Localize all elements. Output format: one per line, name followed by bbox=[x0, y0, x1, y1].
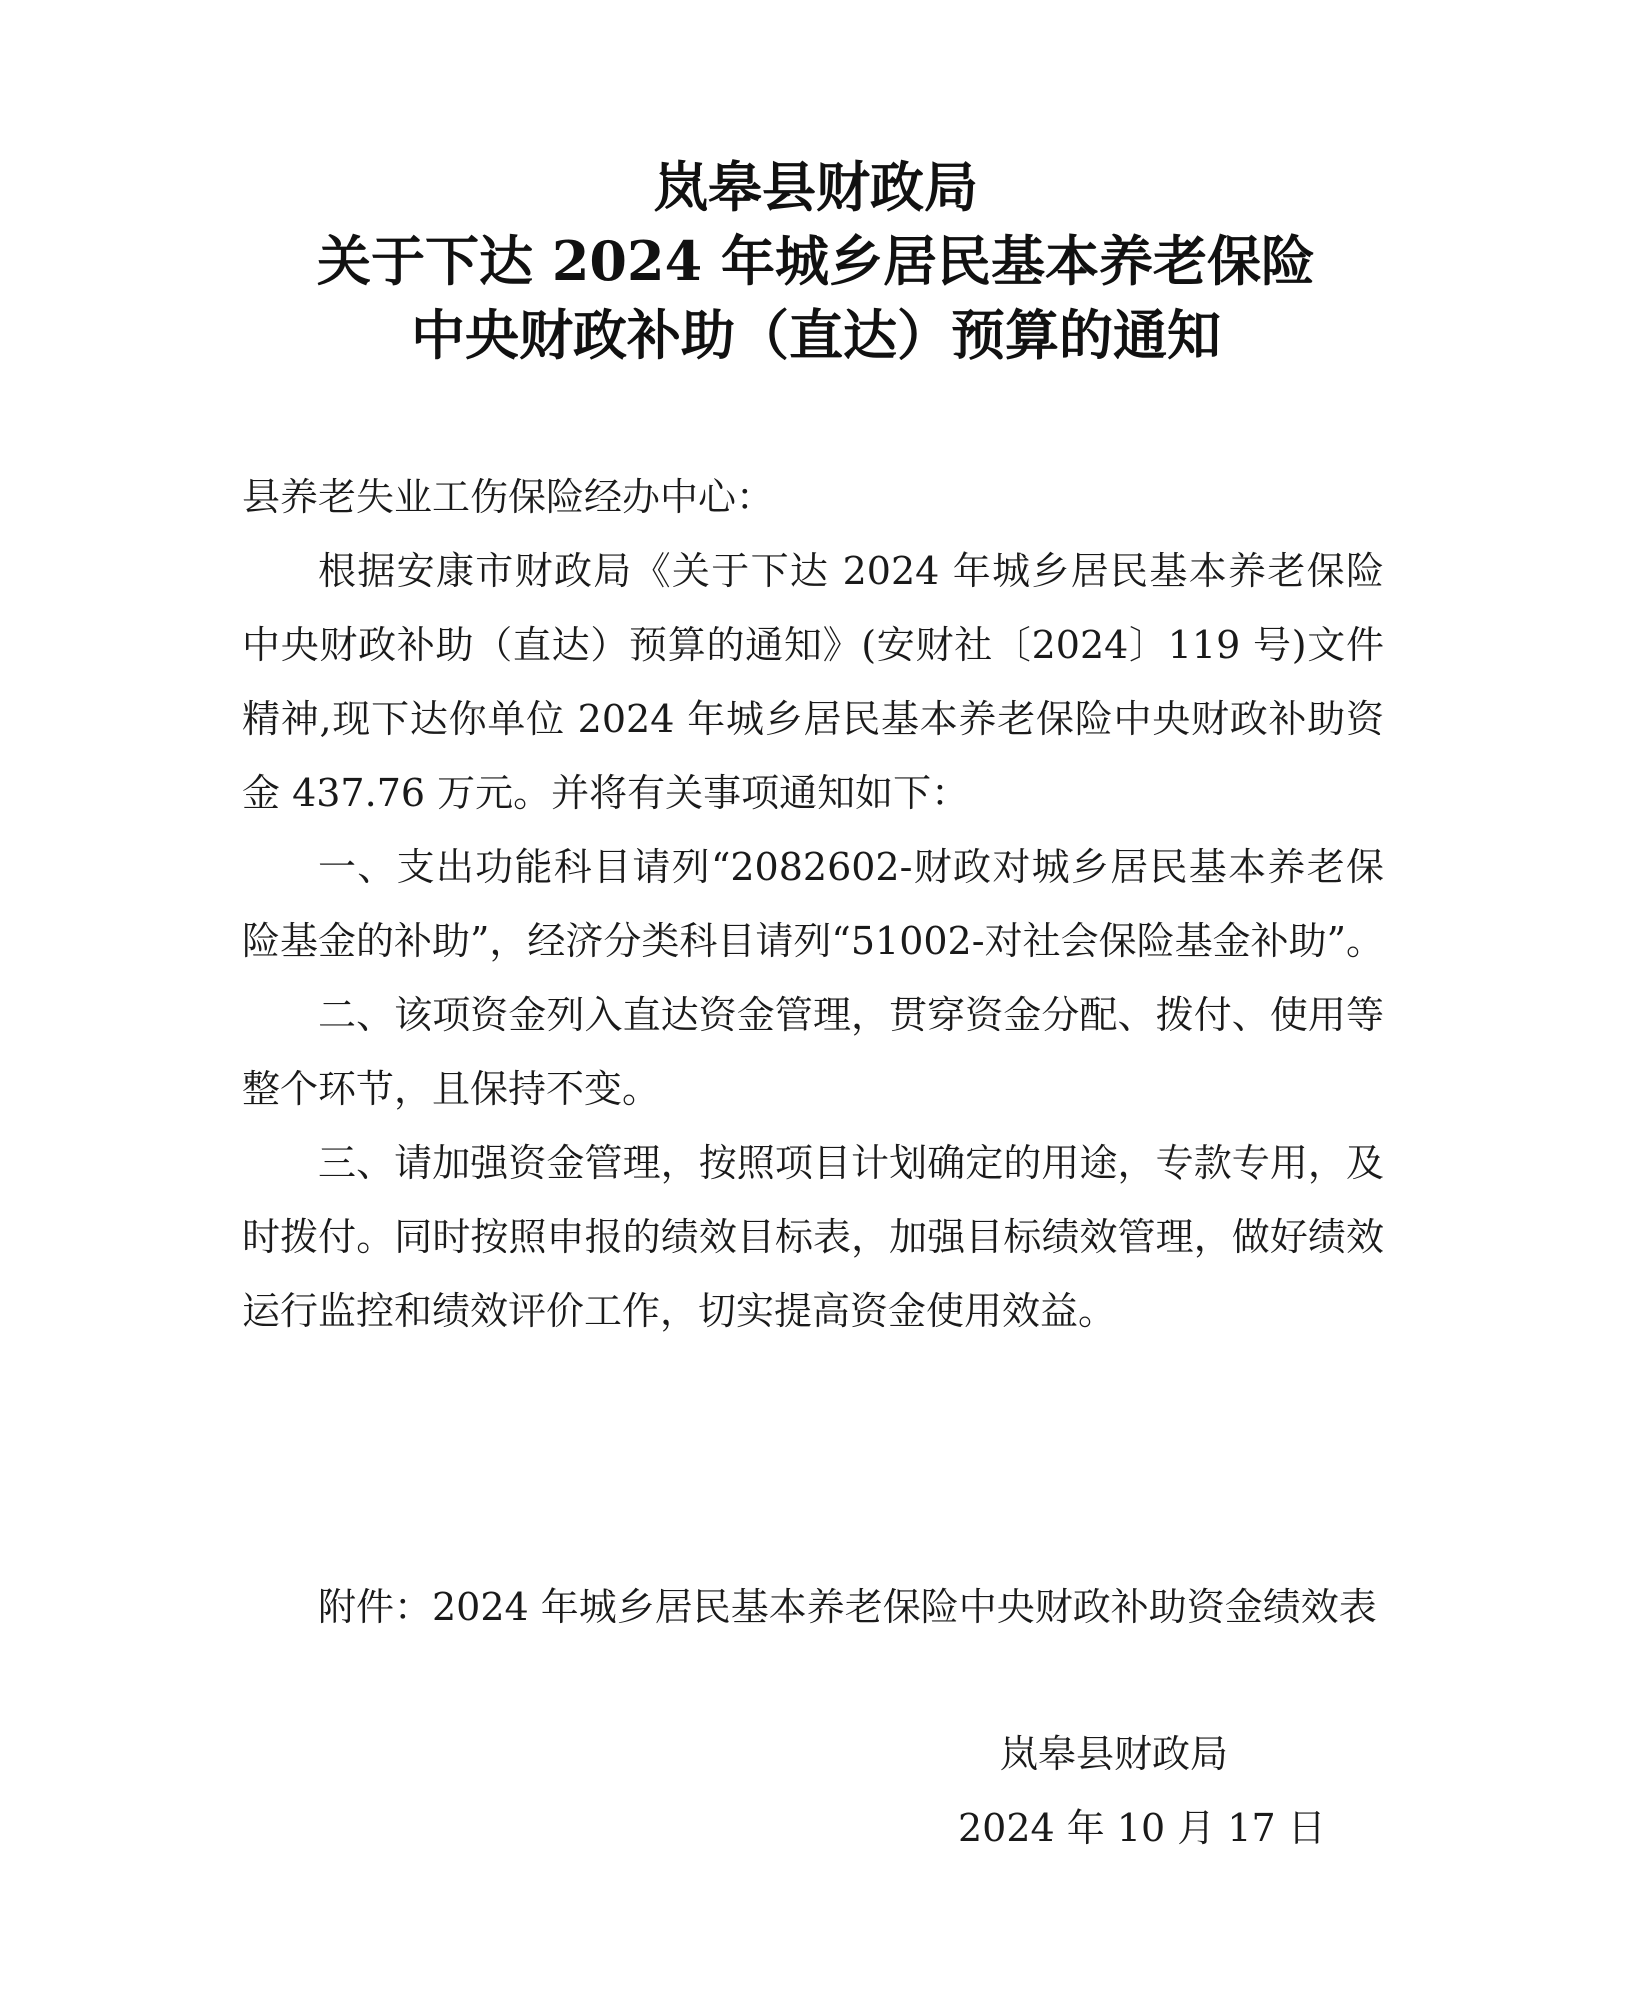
signature-organization: 岚皋县财政局 bbox=[1000, 1732, 1229, 1776]
signature-date: 2024 年 10 月 17 日 bbox=[958, 1806, 1326, 1850]
title-line-issuer: 岚皋县财政局 bbox=[654, 155, 978, 219]
title-line-subject-cont: 中央财政补助（直达）预算的通知 bbox=[411, 303, 1221, 367]
addressee: 县养老失业工伤保险经办中心： bbox=[242, 475, 775, 519]
body-paragraphs bbox=[242, 534, 1384, 1348]
paragraph-item-2: 二、该项资金列入直达资金管理，贯穿资金分配、拨付、使用等整个环节，且保持不变。 bbox=[242, 993, 1384, 1111]
paragraph-item-3: 三、请加强资金管理，按照项目计划确定的用途，专款专用，及时拨付。同时按照申报的绩效目标表，加强目标绩效管理，做好绩效运行监控和绩效评价工作，切实提高资金使用效益。 bbox=[242, 1141, 1384, 1333]
title-line-subject: 关于下达 2024 年城乡居民基本养老保险 bbox=[317, 229, 1315, 293]
paragraph-intro: 根据安康市财政局《关于下达 2024 年城乡居民基本养老保险中央财政补助（直达）预算的通知》(安财社〔2024〕119 号)文件精神,现下达你单位 2024 年城乡居民基本养老保险中央财政补助资金 437.76 万元。并将有关事项通知如下： bbox=[242, 549, 1384, 815]
attachment-text: 附件：2024 年城乡居民基本养老保险中央财政补助资金绩效表 bbox=[318, 1585, 1377, 1629]
paragraph-item-1: 一、支出功能科目请列“2082602-财政对城乡居民基本养老保险基金的补助”，经济分类科目请列“51002-对社会保险基金补助”。 bbox=[242, 845, 1385, 963]
attachment-note bbox=[242, 1570, 1384, 1644]
document-title bbox=[0, 150, 1632, 372]
